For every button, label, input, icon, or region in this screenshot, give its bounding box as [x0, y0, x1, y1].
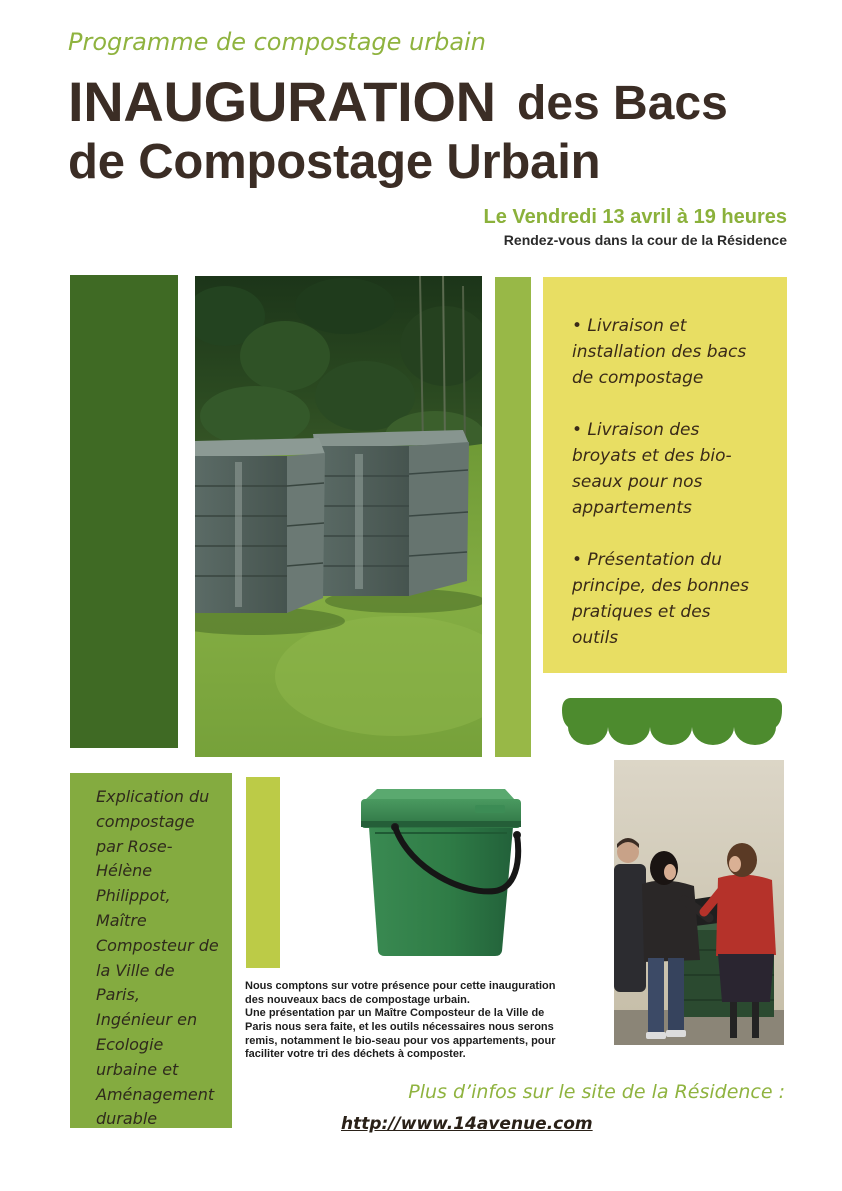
programme-item-line: appartements [572, 498, 692, 518]
title-inauguration: INAUGURATION [68, 70, 496, 133]
programme-list [572, 313, 749, 677]
bioseau-bin-image [355, 775, 525, 960]
more-info-label: Plus d’infos sur le site de la Résidence : [408, 1081, 785, 1103]
programme-item-line: • Présentation du [572, 550, 722, 570]
programme-item-line: outils [572, 628, 619, 648]
programme-item-presentation [572, 547, 749, 651]
people-composting-photo [614, 760, 784, 1045]
event-location: Rendez-vous dans la cour de la Résidence [503, 232, 787, 248]
speaker-line: compostage [96, 811, 195, 831]
speaker-line: Paris, [96, 985, 140, 1005]
programme-item-livraison-bacs [572, 313, 749, 391]
message-paragraph [245, 1007, 556, 1062]
programme-item-line: broyats et des bio- [572, 446, 732, 466]
speaker-line: Ingénieur en [96, 1010, 198, 1030]
message-line: Une présentation par un Maître Composteur de la Ville de [245, 1007, 545, 1020]
dark-green-bar [70, 275, 178, 748]
message-paragraph [245, 980, 556, 1007]
programme-item-line: installation des bacs [572, 342, 747, 362]
scalloped-banner [562, 698, 782, 745]
programme-item-line: principe, des bonnes [572, 576, 749, 596]
title-des-bacs: des Bacs [517, 77, 728, 130]
speaker-line: durable [96, 1109, 158, 1129]
programme-item-line: • Livraison des [572, 420, 700, 440]
speaker-line: Aménagement [96, 1084, 215, 1104]
lime-bar [246, 777, 280, 968]
speaker-line: par Rose- [96, 836, 173, 856]
speaker-line: Hélène [96, 861, 153, 881]
programme-item-line: • Livraison et [572, 316, 687, 336]
title-compostage-urbain: de Compostage Urbain [68, 135, 601, 189]
programme-subtitle: Programme de compostage urbain [68, 28, 486, 56]
speaker-line: la Ville de [96, 960, 175, 980]
message-line: faciliter votre tri des déchets à composter. [245, 1048, 466, 1061]
website-link[interactable]: http://www.14avenue.com [341, 1114, 593, 1134]
invitation-message [245, 980, 556, 1062]
event-date: Le Vendredi 13 avril à 19 heures [483, 206, 787, 228]
speaker-line: Maître [96, 910, 147, 930]
speaker-line: Ecologie [96, 1034, 164, 1054]
programme-item-line: de compostage [572, 368, 704, 388]
programme-item-livraison-broyats [572, 417, 749, 521]
compost-bins-photo [195, 276, 482, 757]
message-line: Nous comptons sur votre présence pour cette inauguration [245, 980, 556, 992]
message-line: des nouveaux bacs de compostage urbain. [245, 993, 470, 1006]
speaker-line: Philippot, [96, 886, 171, 906]
programme-item-line: pratiques et des [572, 602, 711, 622]
speaker-line: urbaine et [96, 1059, 179, 1079]
speaker-line: Explication du [96, 787, 210, 806]
programme-item-line: seaux pour nos [572, 472, 703, 492]
light-green-bar [495, 277, 531, 757]
message-line: Paris nous sera faite, et les outils nécessaires nous serons [245, 1021, 554, 1034]
speaker-text [96, 785, 219, 1132]
message-line: remis, notamment le bio-seau pour vos appartements, pour [245, 1034, 556, 1047]
speaker-line: Composteur de [96, 935, 219, 955]
